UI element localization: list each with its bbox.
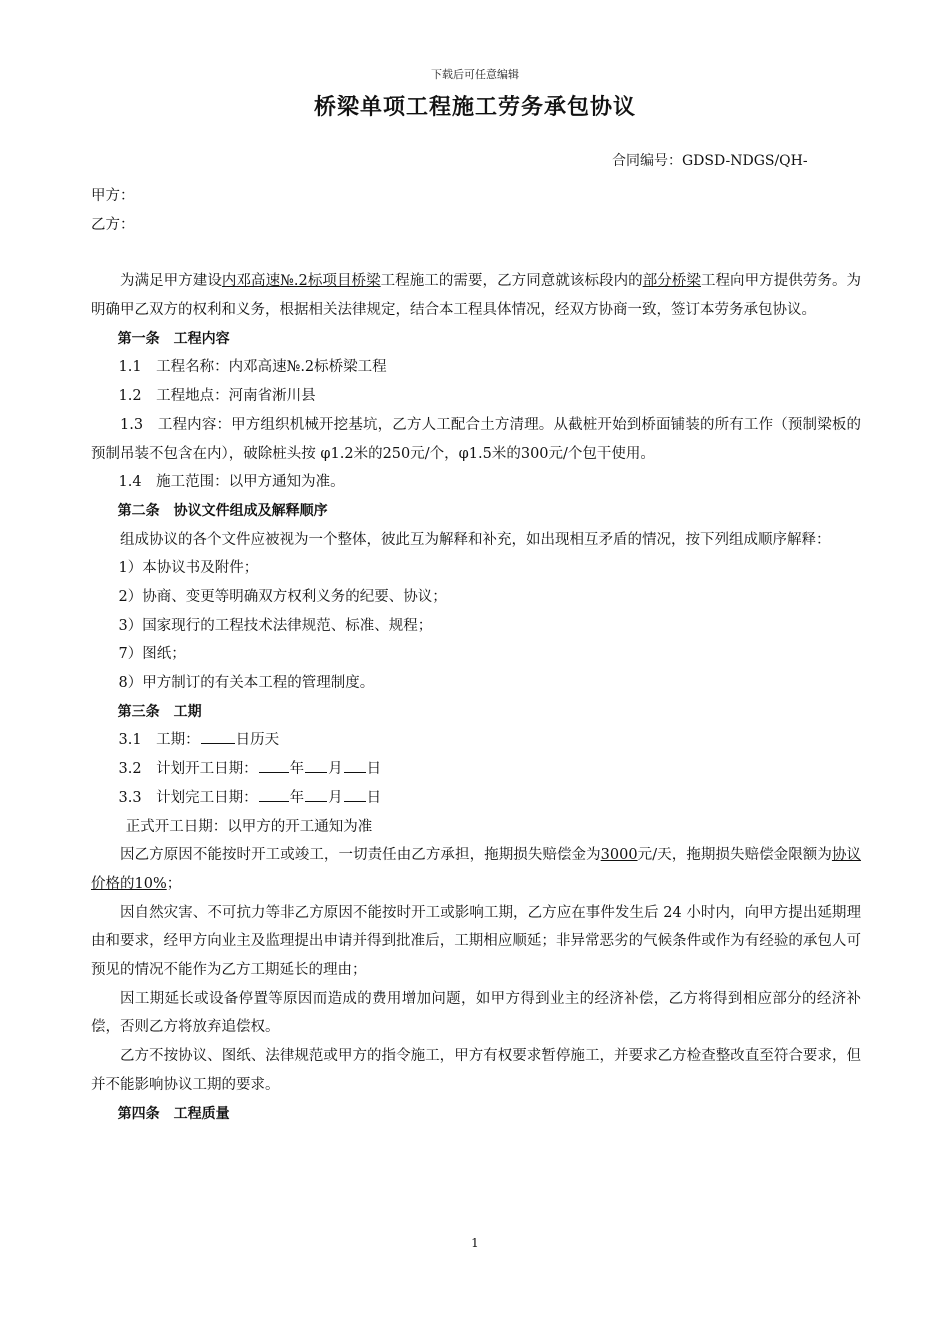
party-b-line: 乙方： — [91, 216, 135, 233]
article-1-item-3: 1.3 工程内容：甲方组织机械开挖基坑，乙方人工配合土方清理。从截桩开始到桥面铺装的所有工作（预制梁板的预制吊装不包含在内），破除桩头按 φ1.2米的250元/个，φ1.5米的300元/个包干使用。 — [91, 416, 861, 462]
header-note: 下载后可任意编辑 — [431, 68, 519, 81]
article-1-heading: 第一条 工程内容 — [117, 330, 230, 347]
article-3-heading: 第三条 工期 — [117, 703, 202, 720]
delay-text-1: 因乙方原因不能按时开工或竣工，一切责任由乙方承担，拖期损失赔偿金为 — [120, 847, 601, 864]
contract-number: 合同编号：GDSD-NDGS/QH- — [612, 153, 808, 169]
document-body — [91, 182, 861, 1128]
year-blank — [259, 786, 289, 802]
planned-finish-label: 3.3 计划完工日期： — [118, 789, 258, 806]
duration-blank — [201, 729, 235, 745]
article-4-heading: 第四条 工程质量 — [117, 1105, 230, 1122]
day-blank — [344, 758, 366, 774]
delay-penalty-paragraph — [91, 841, 861, 898]
day-label: 日 — [366, 789, 382, 806]
year-blank — [259, 758, 289, 774]
month-label: 月 — [328, 789, 343, 806]
article-3-item-1 — [91, 726, 861, 755]
delay-text-3: ； — [166, 875, 182, 892]
party-a-line: 甲方： — [91, 188, 135, 204]
article-2-list-item: 7）图纸； — [118, 646, 186, 663]
article-2-intro: 组成协议的各个文件应被视为一个整体，彼此互为解释和补充，如出现相互矛盾的情况，按下列组成顺序解释： — [120, 531, 831, 548]
article-1-item-1: 1.1 工程名称：内邓高速№.2标桥梁工程 — [118, 359, 387, 376]
article-3-item-3 — [91, 784, 861, 813]
formal-start-line: 正式开工日期：以甲方的开工通知为准 — [125, 818, 373, 835]
intro-text-3: 工程向甲方提供劳务。为明确甲乙双方的权利和义务，根据相关法律规定，结合本工程具体情况，经双方协商一致，签订本劳务承包协议。 — [91, 273, 862, 319]
page-number: 1 — [471, 1236, 479, 1250]
article-2-list-item: 1）本协议书及附件； — [118, 560, 259, 577]
intro-paragraph — [91, 267, 861, 324]
article-1-item-4: 1.4 施工范围：以甲方通知为准。 — [118, 474, 345, 491]
month-label: 月 — [328, 761, 343, 778]
planned-start-label: 3.2 计划开工日期： — [118, 761, 258, 778]
article-2-list-item: 3）国家现行的工程技术法律规范、标准、规程； — [118, 617, 433, 634]
article-2-list-item: 8）甲方制订的有关本工程的管理制度。 — [118, 675, 375, 692]
article-1-item-2: 1.2 工程地点：河南省淅川县 — [118, 388, 316, 405]
force-majeure-paragraph: 因自然灾害、不可抗力等非乙方原因不能按时开工或影响工期，乙方应在事件发生后 24 小时内，向甲方提出延期理由和要求，经甲方向业主及监理提出申请并得到批准后，工期相应顺延；非异常恶劣的气候条件或作为有经验的承包人可预见的情况不能作为乙方工期延长的理由； — [91, 904, 861, 979]
month-blank — [305, 758, 327, 774]
delay-penalty-amount: 3000 — [600, 847, 638, 864]
duration-unit: 日历天 — [235, 732, 280, 749]
intro-underlined-project: 内邓高速№.2标项目桥梁 — [221, 273, 381, 290]
year-label: 年 — [289, 761, 305, 778]
article-3-item-2 — [91, 755, 861, 784]
suspension-paragraph: 乙方不按协议、图纸、法律规范或甲方的指令施工，甲方有权要求暂停施工，并要求乙方检查整改直至符合要求，但并不能影响协议工期的要求。 — [91, 1048, 861, 1093]
intro-text-2: 工程施工的需要，乙方同意就该标段内的 — [380, 273, 643, 290]
month-blank — [305, 786, 327, 802]
delay-text-2: 元/天，拖期损失赔偿金限额为 — [637, 847, 832, 864]
intro-text-1: 为满足甲方建设 — [120, 273, 222, 290]
cost-compensation-paragraph: 因工期延长或设备停置等原因而造成的费用增加问题，如甲方得到业主的经济补偿，乙方将得到相应部分的经济补偿，否则乙方将放弃追偿权。 — [91, 990, 861, 1036]
document-title: 桥梁单项工程施工劳务承包协议 — [313, 95, 636, 120]
day-label: 日 — [366, 761, 382, 778]
duration-label: 3.1 工期： — [118, 732, 200, 749]
delay-penalty-limit: 协议价格的10% — [91, 847, 862, 892]
intro-underlined-scope: 部分桥梁 — [642, 273, 701, 290]
article-2-list-item: 2）协商、变更等明确双方权利义务的纪要、协议； — [118, 589, 447, 606]
article-2-heading: 第二条 协议文件组成及解释顺序 — [117, 502, 328, 519]
spacer — [91, 239, 861, 267]
day-blank — [344, 786, 366, 802]
year-label: 年 — [289, 789, 305, 806]
